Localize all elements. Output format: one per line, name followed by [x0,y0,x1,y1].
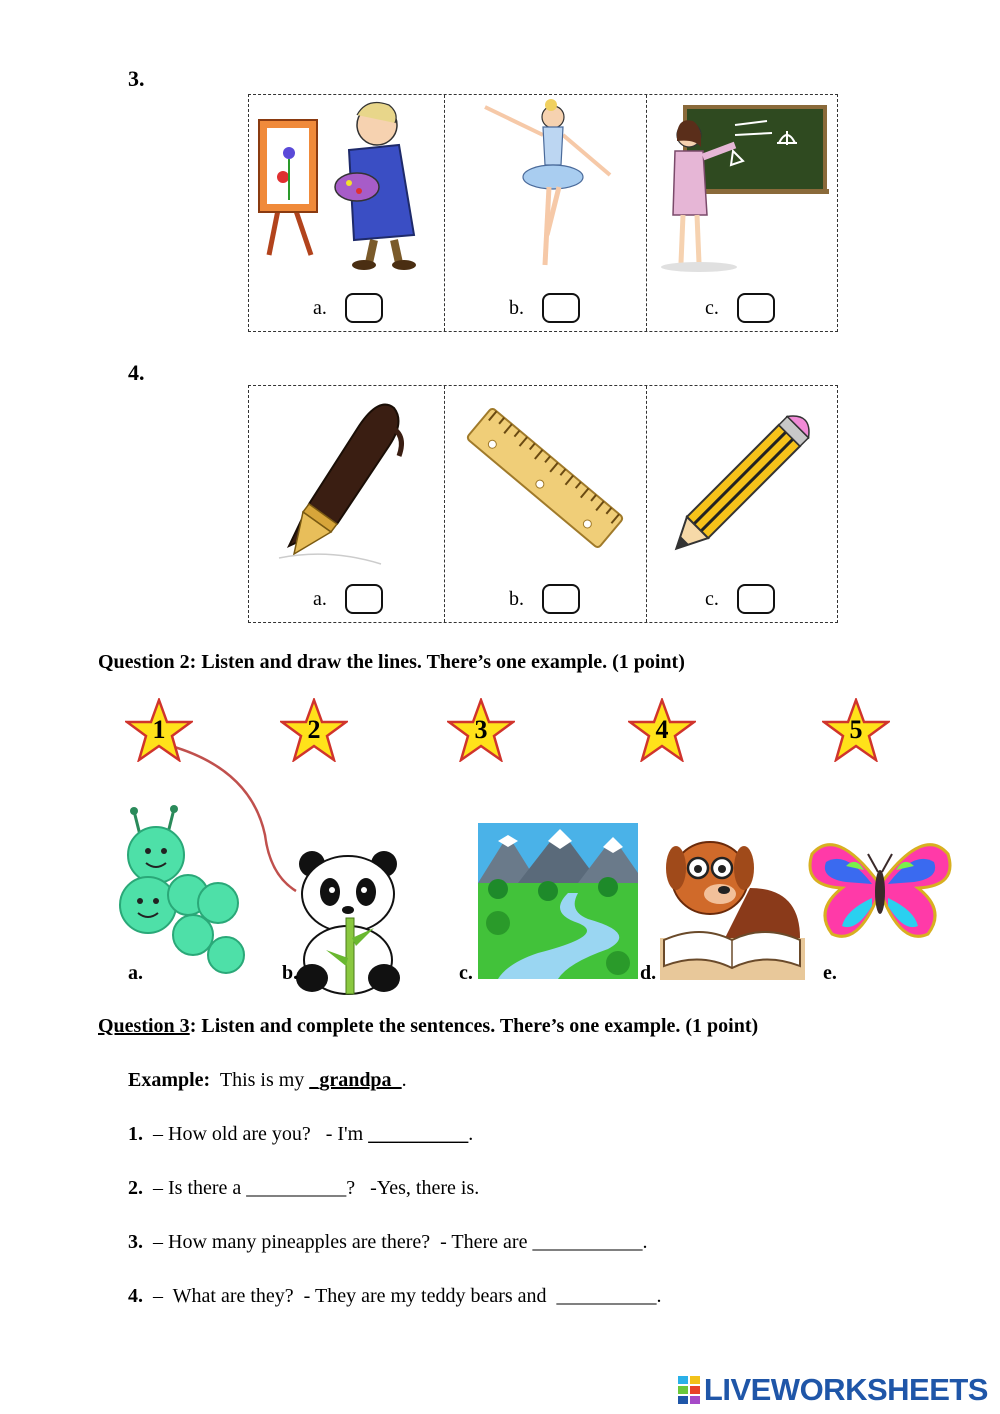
question-3-heading [98,1015,758,1038]
star-number: 1 [152,715,166,744]
option-cell-c [647,386,837,622]
option-cell-c [647,95,837,331]
star-3[interactable] [447,698,515,762]
caterpillar-image[interactable] [118,805,253,980]
star-number: 2 [307,715,321,744]
option-letter: c. [705,296,719,319]
panda-image[interactable] [292,848,408,998]
option-cell-b [445,95,647,331]
answer-checkbox[interactable] [345,293,383,323]
sentence-number: 4. [128,1285,143,1307]
liveworksheets-logo[interactable] [678,1372,988,1408]
answer-checkbox[interactable] [737,293,775,323]
star-5[interactable] [822,698,890,762]
sentence-end: . [468,1123,474,1145]
answer-blank[interactable]: __________ [368,1123,469,1145]
butterfly-image[interactable] [806,826,954,948]
sentence-number: 2. [128,1177,143,1199]
star-number: 5 [849,715,863,744]
logo-text: LIVEWORKSHEETS [703,1372,988,1407]
option-letter: a. [313,296,327,319]
example-label: Example: [128,1069,211,1091]
option-cell-b [445,386,647,622]
sentence-text[interactable]: – What are they? - They are my teddy bears and __________. [143,1285,662,1307]
option-a [313,584,383,614]
sentence-text: – How old are you? - I'm [143,1123,369,1145]
option-c [705,293,775,323]
example-sentence [128,1069,407,1092]
sentence-text[interactable]: – Is there a __________? -Yes, there is. [143,1177,480,1199]
sentence-1 [128,1123,473,1146]
pencil-image [647,386,837,586]
sentence-2 [128,1177,479,1200]
ruler-image [445,386,647,586]
dog-reading-image[interactable] [660,828,805,980]
sentence-4 [128,1285,662,1308]
painter-image [249,95,445,295]
river-landscape-image[interactable] [478,823,638,979]
logo-icon [678,1376,700,1404]
option-letter: c. [705,587,719,610]
star-1[interactable] [125,698,193,762]
example-answer: _grandpa_ [309,1069,402,1091]
answer-checkbox[interactable] [542,584,580,614]
item-number-3: 3. [128,66,145,91]
option-letter: b. [509,587,524,610]
answer-checkbox[interactable] [737,584,775,614]
teacher-image [647,95,837,295]
sentence-number: 1. [128,1123,143,1145]
picture-letter-b: b. [282,962,299,984]
sentence-3 [128,1231,647,1254]
question-2-heading: Question 2: Listen and draw the lines. There’s one example. (1 point) [98,651,685,673]
star-number: 4 [655,715,669,744]
picture-letter-d: d. [640,962,657,984]
example-text: This is my [210,1069,310,1091]
picture-grid-3 [248,94,838,332]
picture-letter-a: a. [128,962,143,984]
ballerina-image [445,95,647,295]
option-letter: b. [509,296,524,319]
picture-letter-c: c. [459,962,473,984]
star-number: 3 [474,715,488,744]
option-a [313,293,383,323]
sentence-number: 3. [128,1231,143,1253]
sentence-text[interactable]: – How many pineapples are there? - There are ___________. [143,1231,648,1253]
option-letter: a. [313,587,327,610]
answer-checkbox[interactable] [345,584,383,614]
option-b [509,584,580,614]
option-b [509,293,580,323]
option-c [705,584,775,614]
fountain-pen-image [249,386,445,586]
answer-checkbox[interactable] [542,293,580,323]
question-3-label: Question 3 [98,1015,190,1037]
picture-grid-4 [248,385,838,623]
picture-letter-e: e. [823,962,837,984]
example-end: . [401,1069,407,1091]
item-number-4: 4. [128,360,145,385]
option-cell-a [249,386,445,622]
star-2[interactable] [280,698,348,762]
star-4[interactable] [628,698,696,762]
option-cell-a [249,95,445,331]
question-3-instructions: : Listen and complete the sentences. There’s one example. (1 point) [189,1015,759,1037]
